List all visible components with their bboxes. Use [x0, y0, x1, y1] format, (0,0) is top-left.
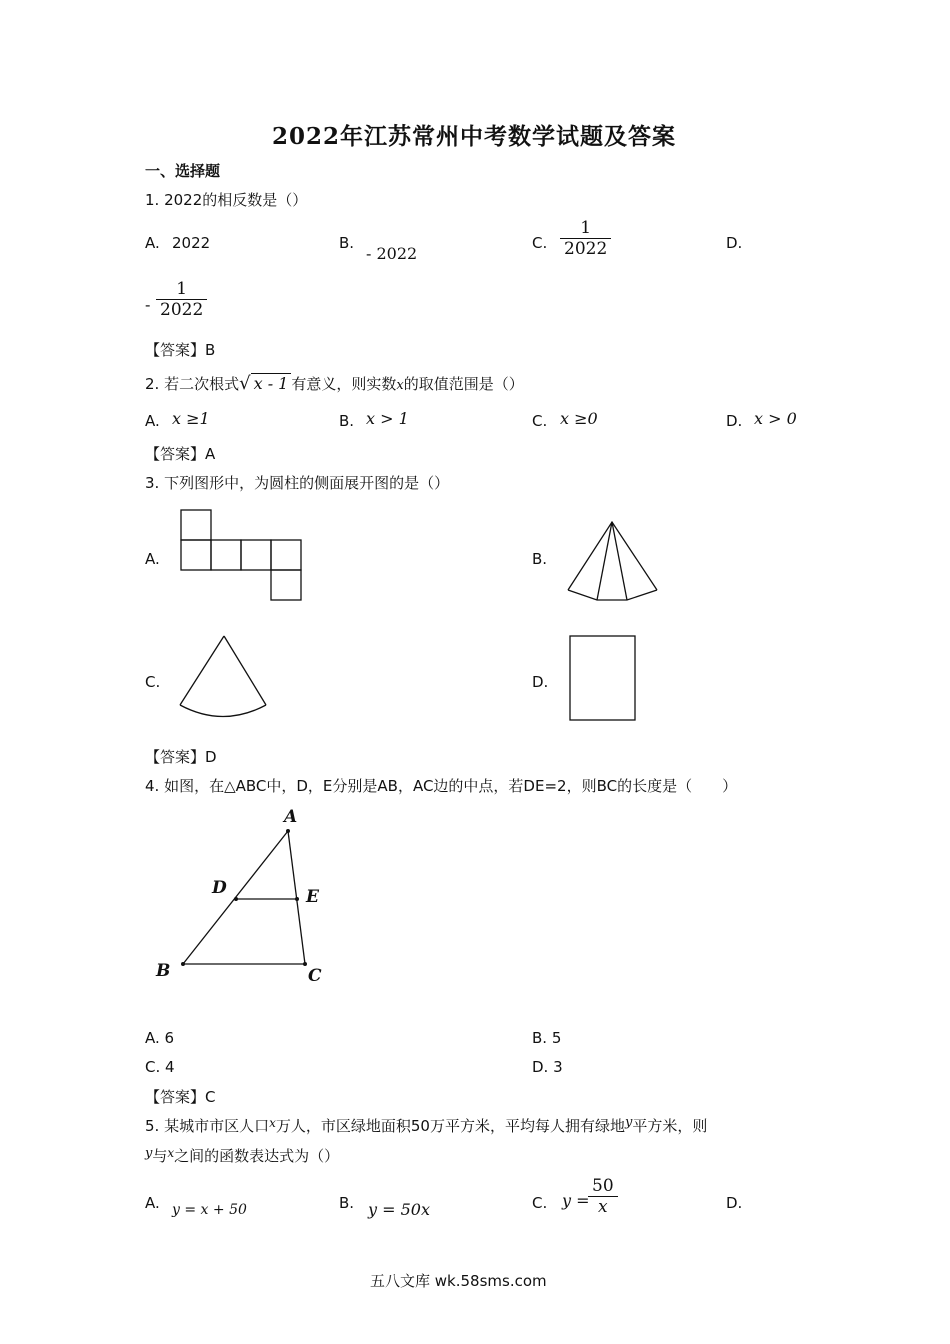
q2-var: x [396, 378, 404, 393]
q4-option-d: D. 3 [532, 1058, 563, 1076]
q1-d-numerator: 1 [176, 279, 188, 299]
q3-rectangle-figure [567, 633, 639, 723]
q4-answer: 【答案】C [145, 1088, 216, 1106]
q2-stem-mid: 有意义，则实数 [291, 375, 397, 393]
q2-stem-pre: 2. 若二次根式 [145, 375, 240, 393]
vertex-b-label: B [156, 961, 171, 981]
q1-option-d-sign: - [145, 295, 151, 314]
q3-cube-net-figure [178, 508, 304, 603]
q4-option-a: A. 6 [145, 1029, 175, 1047]
q2-option-d-label: D. [726, 412, 743, 430]
q1-answer: 【答案】B [145, 341, 216, 359]
q1-c-denominator: 2022 [564, 239, 608, 259]
q5-option-c-label: C. [532, 1194, 548, 1212]
q5-stem-l1-post: 平方米，则 [632, 1117, 708, 1135]
sqrt-icon: √ [239, 373, 251, 394]
q3-option-c-label: C. [145, 673, 161, 691]
q3-sector-figure [176, 633, 270, 723]
q3-answer: 【答案】D [145, 748, 217, 766]
section-heading: 一、选择题 [145, 162, 221, 180]
q5-option-c-lhs: y = [562, 1191, 590, 1210]
q5-c-denominator: x [598, 1197, 608, 1217]
q2-option-c-value: x ≥0 [560, 409, 598, 428]
q5-var-y2: y [145, 1146, 153, 1161]
q5-option-b-value: y = 50x [368, 1200, 430, 1219]
q2-option-b-value: x > 1 [366, 409, 409, 428]
q1-option-d-fraction [156, 279, 207, 320]
q1-option-c-fraction [560, 218, 611, 259]
q2-option-b-label: B. [339, 412, 355, 430]
q2-stem [145, 373, 524, 394]
q2-option-c-label: C. [532, 412, 548, 430]
footer-watermark: 五八文库 wk.58sms.com [370, 1272, 547, 1290]
q4-option-b: B. 5 [532, 1029, 562, 1047]
q3-option-d-label: D. [532, 673, 549, 691]
q3-option-b-label: B. [532, 550, 548, 568]
q5-var-x: x [269, 1116, 276, 1130]
q1-option-c-label: C. [532, 234, 548, 252]
q5-stem-line1 [145, 1115, 707, 1136]
q1-option-a-label: A. [145, 234, 160, 252]
q5-option-a-label: A. [145, 1194, 160, 1212]
q5-stem-l1-pre: 5. 某城市市区人口 [145, 1117, 270, 1135]
q1-stem: 1. 2022的相反数是（） [145, 191, 308, 209]
q2-stem-post: 的取值范围是（） [403, 375, 524, 393]
q5-option-b-label: B. [339, 1194, 355, 1212]
q5-var-y: y [624, 1115, 633, 1130]
q5-option-a-value: y = x + 50 [172, 1202, 247, 1218]
q5-stem-l2-post: 之间的函数表达式为（） [174, 1147, 340, 1165]
q2-radical [239, 373, 291, 394]
q3-option-a-label: A. [145, 550, 160, 568]
q5-stem-l1-mid: 万人，市区绿地面积50万平方米，平均每人拥有绿地 [275, 1117, 625, 1135]
q2-radicand: x - 1 [251, 373, 292, 393]
q1-option-b-label: B. [339, 234, 355, 252]
q4-option-c: C. 4 [145, 1058, 175, 1076]
q2-answer: 【答案】A [145, 445, 216, 463]
page-title: 2022年江苏常州中考数学试题及答案 [272, 123, 677, 150]
q1-d-denominator: 2022 [160, 300, 204, 320]
q5-option-c-fraction [588, 1176, 618, 1217]
q1-option-b-value: - 2022 [366, 244, 418, 263]
q3-pyramid-net-figure [565, 518, 661, 604]
q5-c-numerator: 50 [592, 1176, 614, 1196]
vertex-c-label: C [308, 966, 322, 986]
q1-c-numerator: 1 [580, 218, 592, 238]
q1-option-a-value: 2022 [172, 234, 211, 252]
q2-option-a-value: x ≥1 [172, 409, 210, 428]
q5-stem-l2-mid: 与 [152, 1147, 168, 1165]
q2-option-a-label: A. [145, 412, 160, 430]
q4-triangle-figure [150, 800, 340, 990]
q5-var-x2: x [167, 1146, 175, 1160]
q5-option-d-label: D. [726, 1194, 743, 1212]
q4-stem: 4. 如图，在△ABC中，D，E分别是AB，AC边的中点，若DE=2，则BC的长度是（ ） [145, 777, 738, 795]
vertex-a-label: A [284, 807, 298, 827]
vertex-e-label: E [306, 887, 319, 907]
q1-option-d-label: D. [726, 234, 743, 252]
q3-stem: 3. 下列图形中，为圆柱的侧面展开图的是（） [145, 474, 450, 492]
vertex-d-label: D [212, 878, 227, 898]
q5-stem-line2 [145, 1145, 339, 1166]
q2-option-d-value: x > 0 [754, 409, 797, 428]
